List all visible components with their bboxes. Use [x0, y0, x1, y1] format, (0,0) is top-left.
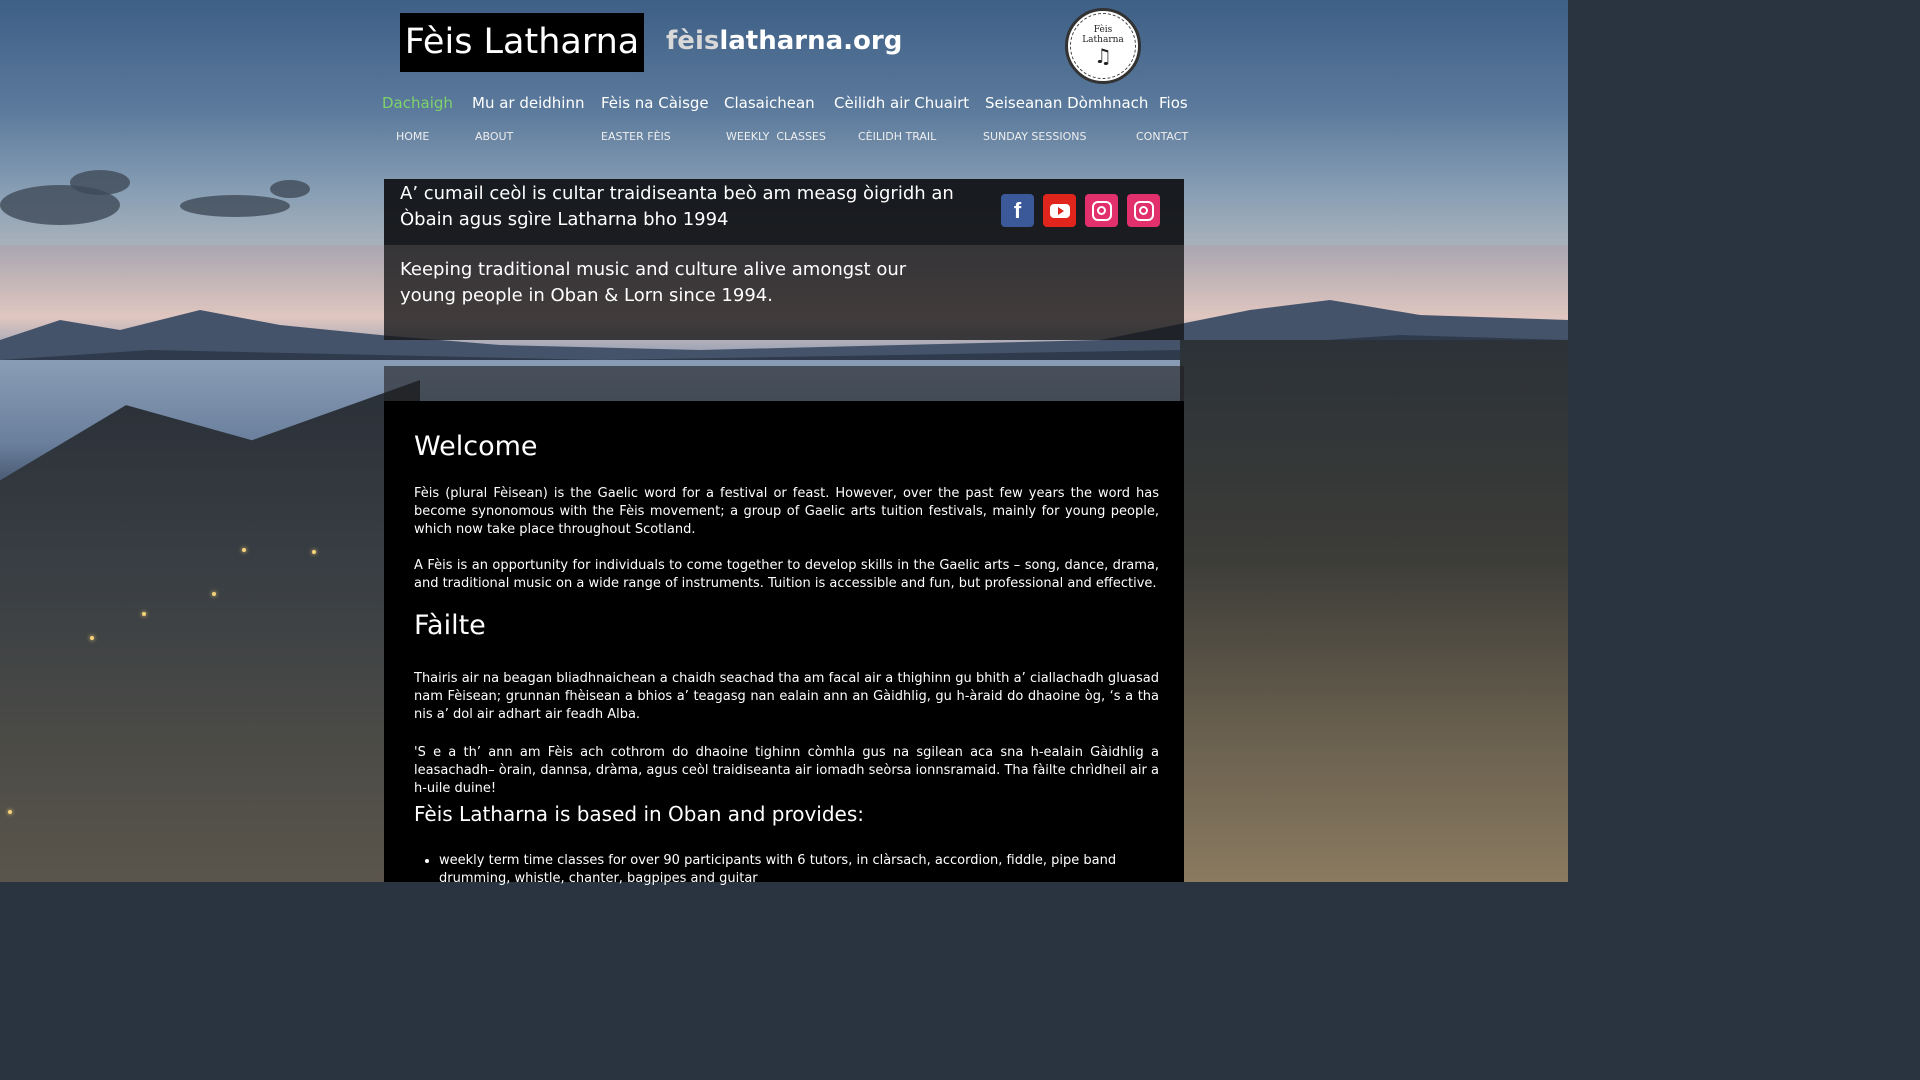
town-light	[212, 592, 216, 596]
logo-emblem	[1070, 13, 1136, 79]
nav-item-ceilidh-trail[interactable]: CÈILIDH TRAIL	[858, 130, 937, 143]
cloud	[70, 170, 130, 195]
town-light	[142, 612, 146, 616]
youtube-play-glyph	[1050, 204, 1070, 218]
mission-english: Keeping traditional music and culture alive amongst our young people in Oban & Lorn since 1994.	[400, 259, 907, 306]
site-url-domain: latharna.org	[719, 26, 903, 56]
nav-item-sunday-sessions[interactable]: SUNDAY SESSIONS	[983, 130, 1087, 143]
cloud	[180, 195, 290, 217]
town-light	[242, 548, 246, 552]
failte-paragraph-1: Thairis air na beagan bliadhnaichean a chaidh seachad tha am facal air a thighinn gu bhith a’ ciallachadh gluasad nam Fèisean; grunnan fhèisean a bhios a’ teagasg nan ealain ann an Gàidhlig, gu h-àraid do dhaoine òg, ‘s a tha nis a’ dol air adhart air feadh Alba.	[414, 671, 1159, 722]
town-light	[90, 636, 94, 640]
site-url[interactable]	[666, 26, 902, 56]
nav-item-contact[interactable]: CONTACT	[1136, 130, 1189, 143]
mission-gaelic: A’ cumail ceòl is cultar traidiseanta beò am measg òigridh an Òbain agus sgìre Latharna bho 1994	[400, 183, 954, 230]
facebook-icon[interactable]	[1001, 194, 1034, 227]
welcome-heading: Welcome	[414, 431, 538, 462]
provides-list	[439, 852, 1159, 888]
failte-paragraph-2: 'S e a th’ ann am Fèis ach cothrom do dhaoine tighinn còmhla gus na sgilean aca sna h-ealain Gàidhlig a leasachadh– òrain, dannsa, dràma, agus ceòl traidiseanta air iomadh seòrsa ionnsramaid. Tha fàilte chrìdheil air a h-uile duine!	[414, 745, 1159, 796]
welcome-paragraph-2: A Fèis is an opportunity for individuals to come together to develop skills in the Gaelic arts – song, dance, drama, and traditional music on a wide range of instruments. Tuition is accessible and fun, but professional and effective.	[414, 558, 1159, 591]
facebook-glyph: f	[1013, 197, 1022, 223]
logo-text-line2: Latharna	[1082, 35, 1124, 45]
site-title[interactable]: Fèis Latharna	[400, 13, 644, 72]
instagram-icon[interactable]	[1085, 194, 1118, 227]
site-url-prefix: fèis	[666, 26, 720, 56]
nav-item-feis-na-caisge[interactable]: Fèis na Càisge	[601, 94, 709, 112]
nav-item-easter-feis[interactable]: EASTER FÈIS	[601, 130, 671, 143]
main-content	[384, 401, 1184, 886]
nav-item-seiseanan-domhnach[interactable]: Seiseanan Dòmhnach	[985, 94, 1149, 112]
welcome-paragraph-1: Fèis (plural Fèisean) is the Gaelic word for a festival or feast. However, over the past few years the word has become synonomous with the Fèis movement; a group of Gaelic arts tuition festivals, mainly for young people, which now take place throughout Scotland.	[414, 486, 1159, 537]
instagram-icon[interactable]	[1127, 194, 1160, 227]
nav-item-weekly-classes[interactable]: WEEKLY CLASSES	[726, 130, 826, 143]
cloud	[270, 180, 310, 198]
content-top-strip	[384, 366, 1184, 401]
failte-heading: Fàilte	[414, 610, 486, 641]
logo-text-line1: Fèis	[1093, 25, 1113, 35]
nav-item-ceilidh-air-chuairt[interactable]: Cèilidh air Chuairt	[834, 94, 970, 112]
harp-fiddle-icon: ♫	[1094, 44, 1112, 68]
nav-item-about[interactable]: ABOUT	[475, 130, 514, 143]
town-light	[312, 550, 316, 554]
nav-item-clasaichean[interactable]: Clasaichean	[724, 94, 815, 112]
nav-item-mu-ar-deidhinn[interactable]: Mu ar deidhinn	[472, 94, 585, 112]
nav-item-fios[interactable]: Fios	[1159, 94, 1188, 112]
hillside-left	[0, 380, 420, 882]
instagram-glyph	[1134, 201, 1154, 221]
provides-heading: Fèis Latharna is based in Oban and provides:	[414, 802, 865, 826]
nav-item-home[interactable]: HOME	[396, 130, 430, 143]
youtube-icon[interactable]	[1043, 194, 1076, 227]
feis-latharna-logo[interactable]	[1065, 8, 1141, 84]
town-light	[8, 810, 12, 814]
social-links	[1001, 194, 1160, 227]
list-item: • weekly term time classes for over 90 participants with 6 tutors, in clàrsach, accordion, fiddle, pipe band drumming, whistle, chanter, bagpipes and guitar	[439, 852, 1159, 888]
instagram-glyph	[1092, 201, 1112, 221]
hillside-right	[1180, 340, 1568, 882]
nav-item-dachaigh[interactable]: Dachaigh	[382, 94, 453, 112]
mission-banner	[384, 179, 1184, 340]
